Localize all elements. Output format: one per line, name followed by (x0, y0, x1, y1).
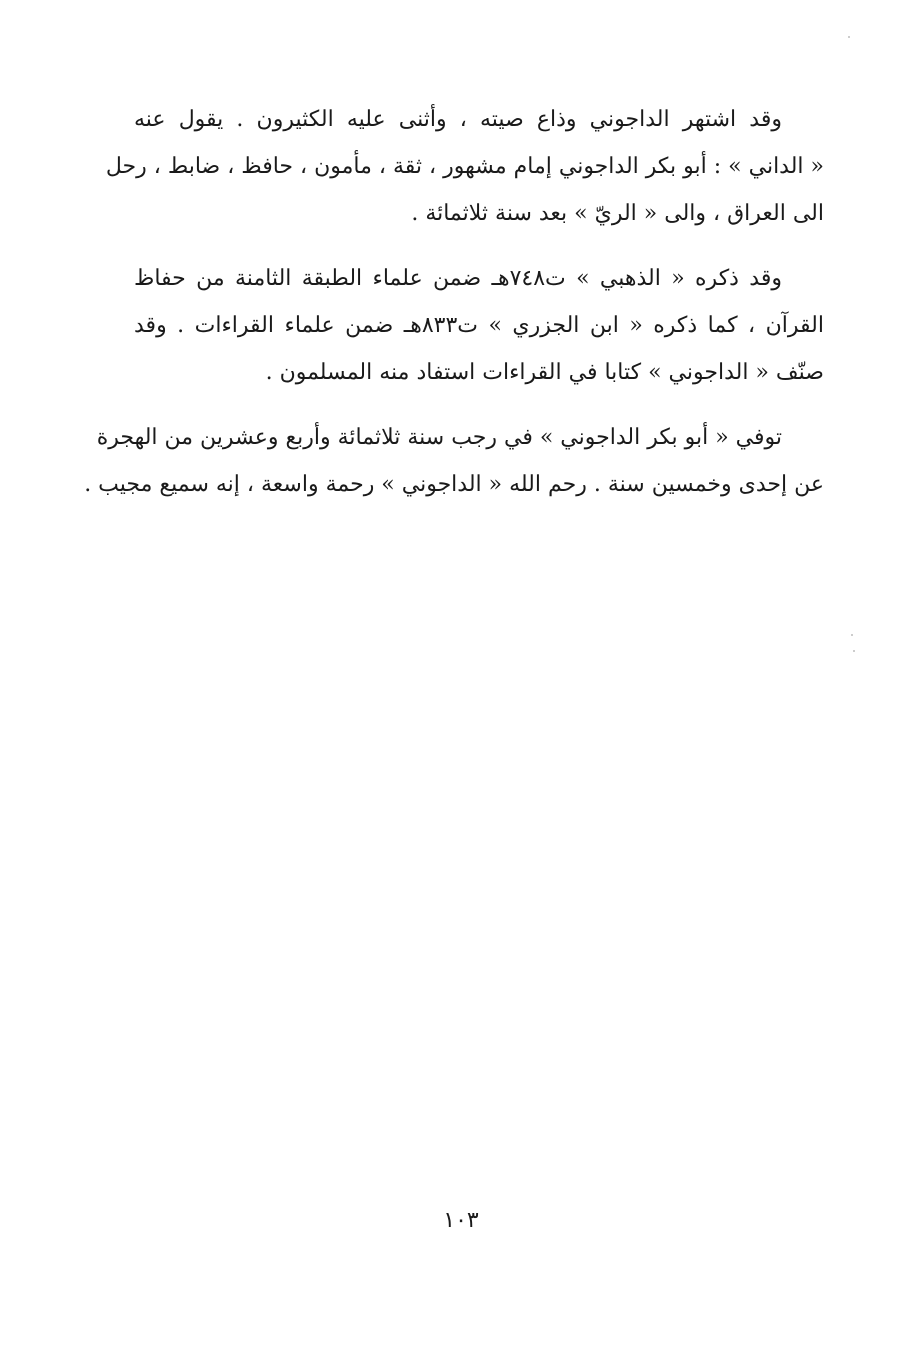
scan-speck (851, 634, 853, 636)
text-line: « الداني » : أبو بكر الداجوني إمام مشهور ، ثقة ، مأمون ، حافظ ، ضابط ، رحل (105, 154, 824, 179)
text-line: توفي « أبو بكر الداجوني » في رجب سنة ثلاثمائة وأربع وعشرين من الهجرة (96, 425, 782, 450)
scan-speck (848, 36, 850, 38)
text-line: وقد اشتهر الداجوني وذاع صيته ، وأثنى عليه الكثيرون . يقول عنه (134, 107, 782, 132)
text-line: عن إحدى وخمسين سنة . رحم الله « الداجوني » رحمة واسعة ، إنه سميع مجيب . (84, 472, 824, 497)
text-line: صنّف « الداجوني » كتابا في القراءات استفاد منه المسلمون . (265, 360, 824, 385)
paragraph-2 (134, 255, 824, 396)
paragraph-3 (84, 414, 824, 508)
text-line: القرآن ، كما ذكره « ابن الجزري » ت٨٣٣هـ ضمن علماء القراءات . وقد (134, 313, 824, 338)
text-line: الى العراق ، والى « الريّ » بعد سنة ثلاثمائة . (411, 201, 824, 226)
text-line: وقد ذكره « الذهبي » ت٧٤٨هـ ضمن علماء الطبقة الثامنة من حفاظ (134, 266, 782, 291)
scan-speck (853, 650, 855, 652)
page-number: ١٠٣ (443, 1208, 479, 1233)
paragraph-1 (105, 96, 824, 237)
body-text (84, 96, 824, 526)
